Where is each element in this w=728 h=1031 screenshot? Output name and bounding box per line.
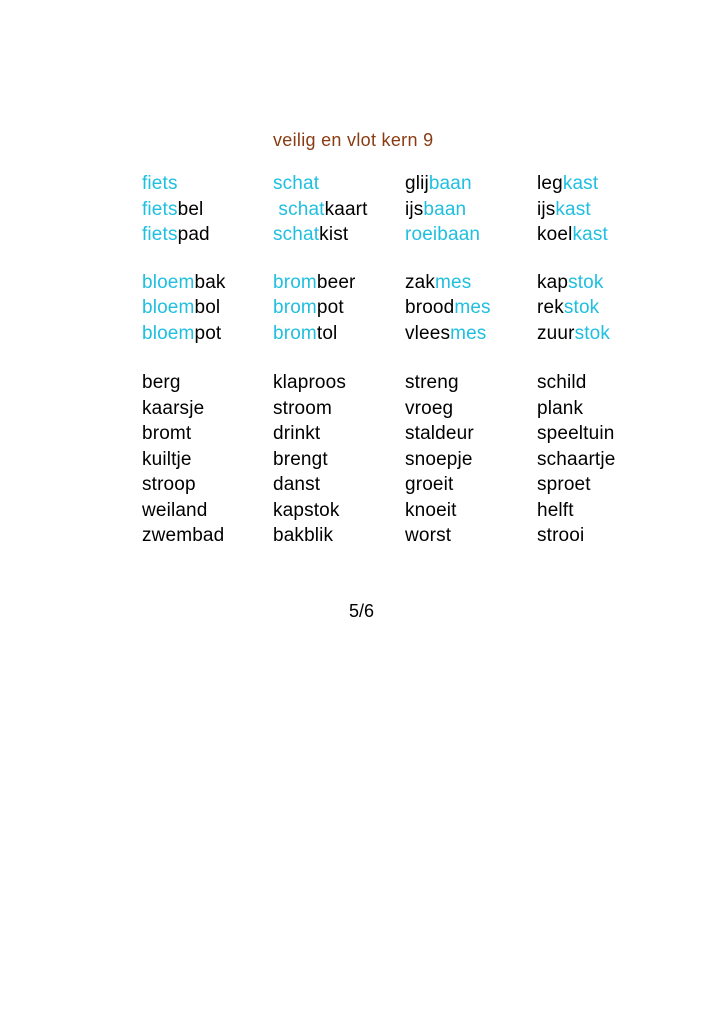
word-cell: staldeur [405,423,474,444]
word-part: brood [405,297,455,318]
word-cell [537,171,647,197]
word-cell: snoepje [405,448,473,470]
word-row [142,523,647,549]
word-part: rek [537,297,564,318]
word-row [142,472,647,498]
word-part: glij [405,173,429,194]
word-cell: brengt [273,448,328,470]
word-row [142,396,647,422]
word-cell [537,295,647,321]
word-cell: drinkt [273,423,321,444]
word-part: bel [177,198,204,220]
word-part: bol [194,297,221,318]
word-part: pad [177,224,210,245]
word-cell: sproet [537,474,591,495]
word-cell: strooi [537,525,585,546]
word-part: fiets [142,198,178,220]
word-part: ijs [405,198,424,220]
word-cell: streng [405,372,459,393]
word-cell: stroom [273,397,332,419]
word-part: stok [568,271,604,293]
word-cell: zwembad [142,525,225,546]
word-cell [142,321,273,347]
page-number: 5/6 [349,601,375,621]
word-part: baan [428,173,472,194]
word-part: bloem [142,322,195,344]
word-cell: klaproos [273,372,347,393]
word-part: vlees [405,322,451,344]
word-part: pot [316,297,344,318]
word-part: bloem [142,297,195,318]
word-cell [405,321,537,347]
word-row [142,370,647,396]
word-part: schat [273,198,325,220]
word-cell [405,171,537,197]
word-grid [142,171,647,549]
word-cell [273,197,405,223]
word-cell: berg [142,372,181,393]
word-row [142,197,647,223]
word-part: stok [574,322,611,344]
word-part: beer [316,271,356,293]
word-part: stok [563,297,600,318]
word-cell [405,295,537,321]
word-part: mes [454,297,491,318]
word-cell [142,270,273,296]
word-part: bak [194,271,226,293]
word-cell: worst [405,525,452,546]
word-part: bloem [142,271,195,293]
word-cell: speeltuin [537,423,615,444]
word-cell [273,222,405,248]
word-part: schat [273,224,320,245]
word-cell [537,222,647,248]
word-cell [273,171,405,197]
word-cell: vroeg [405,397,454,419]
word-cell: kaarsje [142,397,205,419]
word-part: leg [537,173,563,194]
word-row [142,222,647,248]
word-row [142,421,647,447]
word-part: brom [273,271,317,293]
word-part: fiets [142,173,178,194]
word-cell: schild [537,372,587,393]
word-cell [273,295,405,321]
word-part: kaart [324,198,368,220]
word-part: kast [555,198,591,220]
word-part: roeibaan [405,224,481,245]
word-row [142,498,647,524]
worksheet-title: veilig en vlot kern 9 [273,130,434,150]
word-part: mes [450,322,487,344]
word-part: tol [316,322,338,344]
word-part: kast [572,224,608,245]
word-part: ijs [537,198,556,220]
word-part: brom [273,297,317,318]
word-cell: danst [273,474,321,495]
word-row [142,270,647,296]
word-cell: bakblik [273,525,334,546]
word-part: kist [319,224,349,245]
word-cell [142,295,273,321]
word-cell [142,222,273,248]
word-part: zuur [537,322,575,344]
word-cell: kuiltje [142,448,192,470]
word-cell [273,270,405,296]
word-part: kast [562,173,599,194]
word-part: fiets [142,224,178,245]
word-cell: kapstok [273,499,340,521]
word-part: kap [537,271,569,293]
word-cell [405,270,537,296]
word-cell [273,321,405,347]
word-cell [142,197,273,223]
word-cell [537,197,647,223]
word-cell: schaartje [537,448,616,470]
word-cell [405,222,537,248]
word-cell: knoeit [405,499,457,521]
word-cell: stroop [142,474,196,495]
word-part: zak [405,271,436,293]
word-cell [537,270,647,296]
word-cell [405,197,537,223]
word-part: baan [423,198,467,220]
word-part: schat [273,173,320,194]
word-cell [142,171,273,197]
word-cell: helft [537,499,574,521]
word-cell: weiland [142,499,208,521]
word-part: mes [435,271,472,293]
word-part: pot [194,322,222,344]
word-part: brom [273,322,317,344]
word-cell [537,321,647,347]
word-part: koel [537,224,573,245]
word-cell: plank [537,397,584,419]
word-cell: groeit [405,474,454,495]
word-row [142,295,647,321]
word-cell: bromt [142,423,192,444]
word-row [142,447,647,473]
word-row [142,321,647,347]
word-row [142,171,647,197]
